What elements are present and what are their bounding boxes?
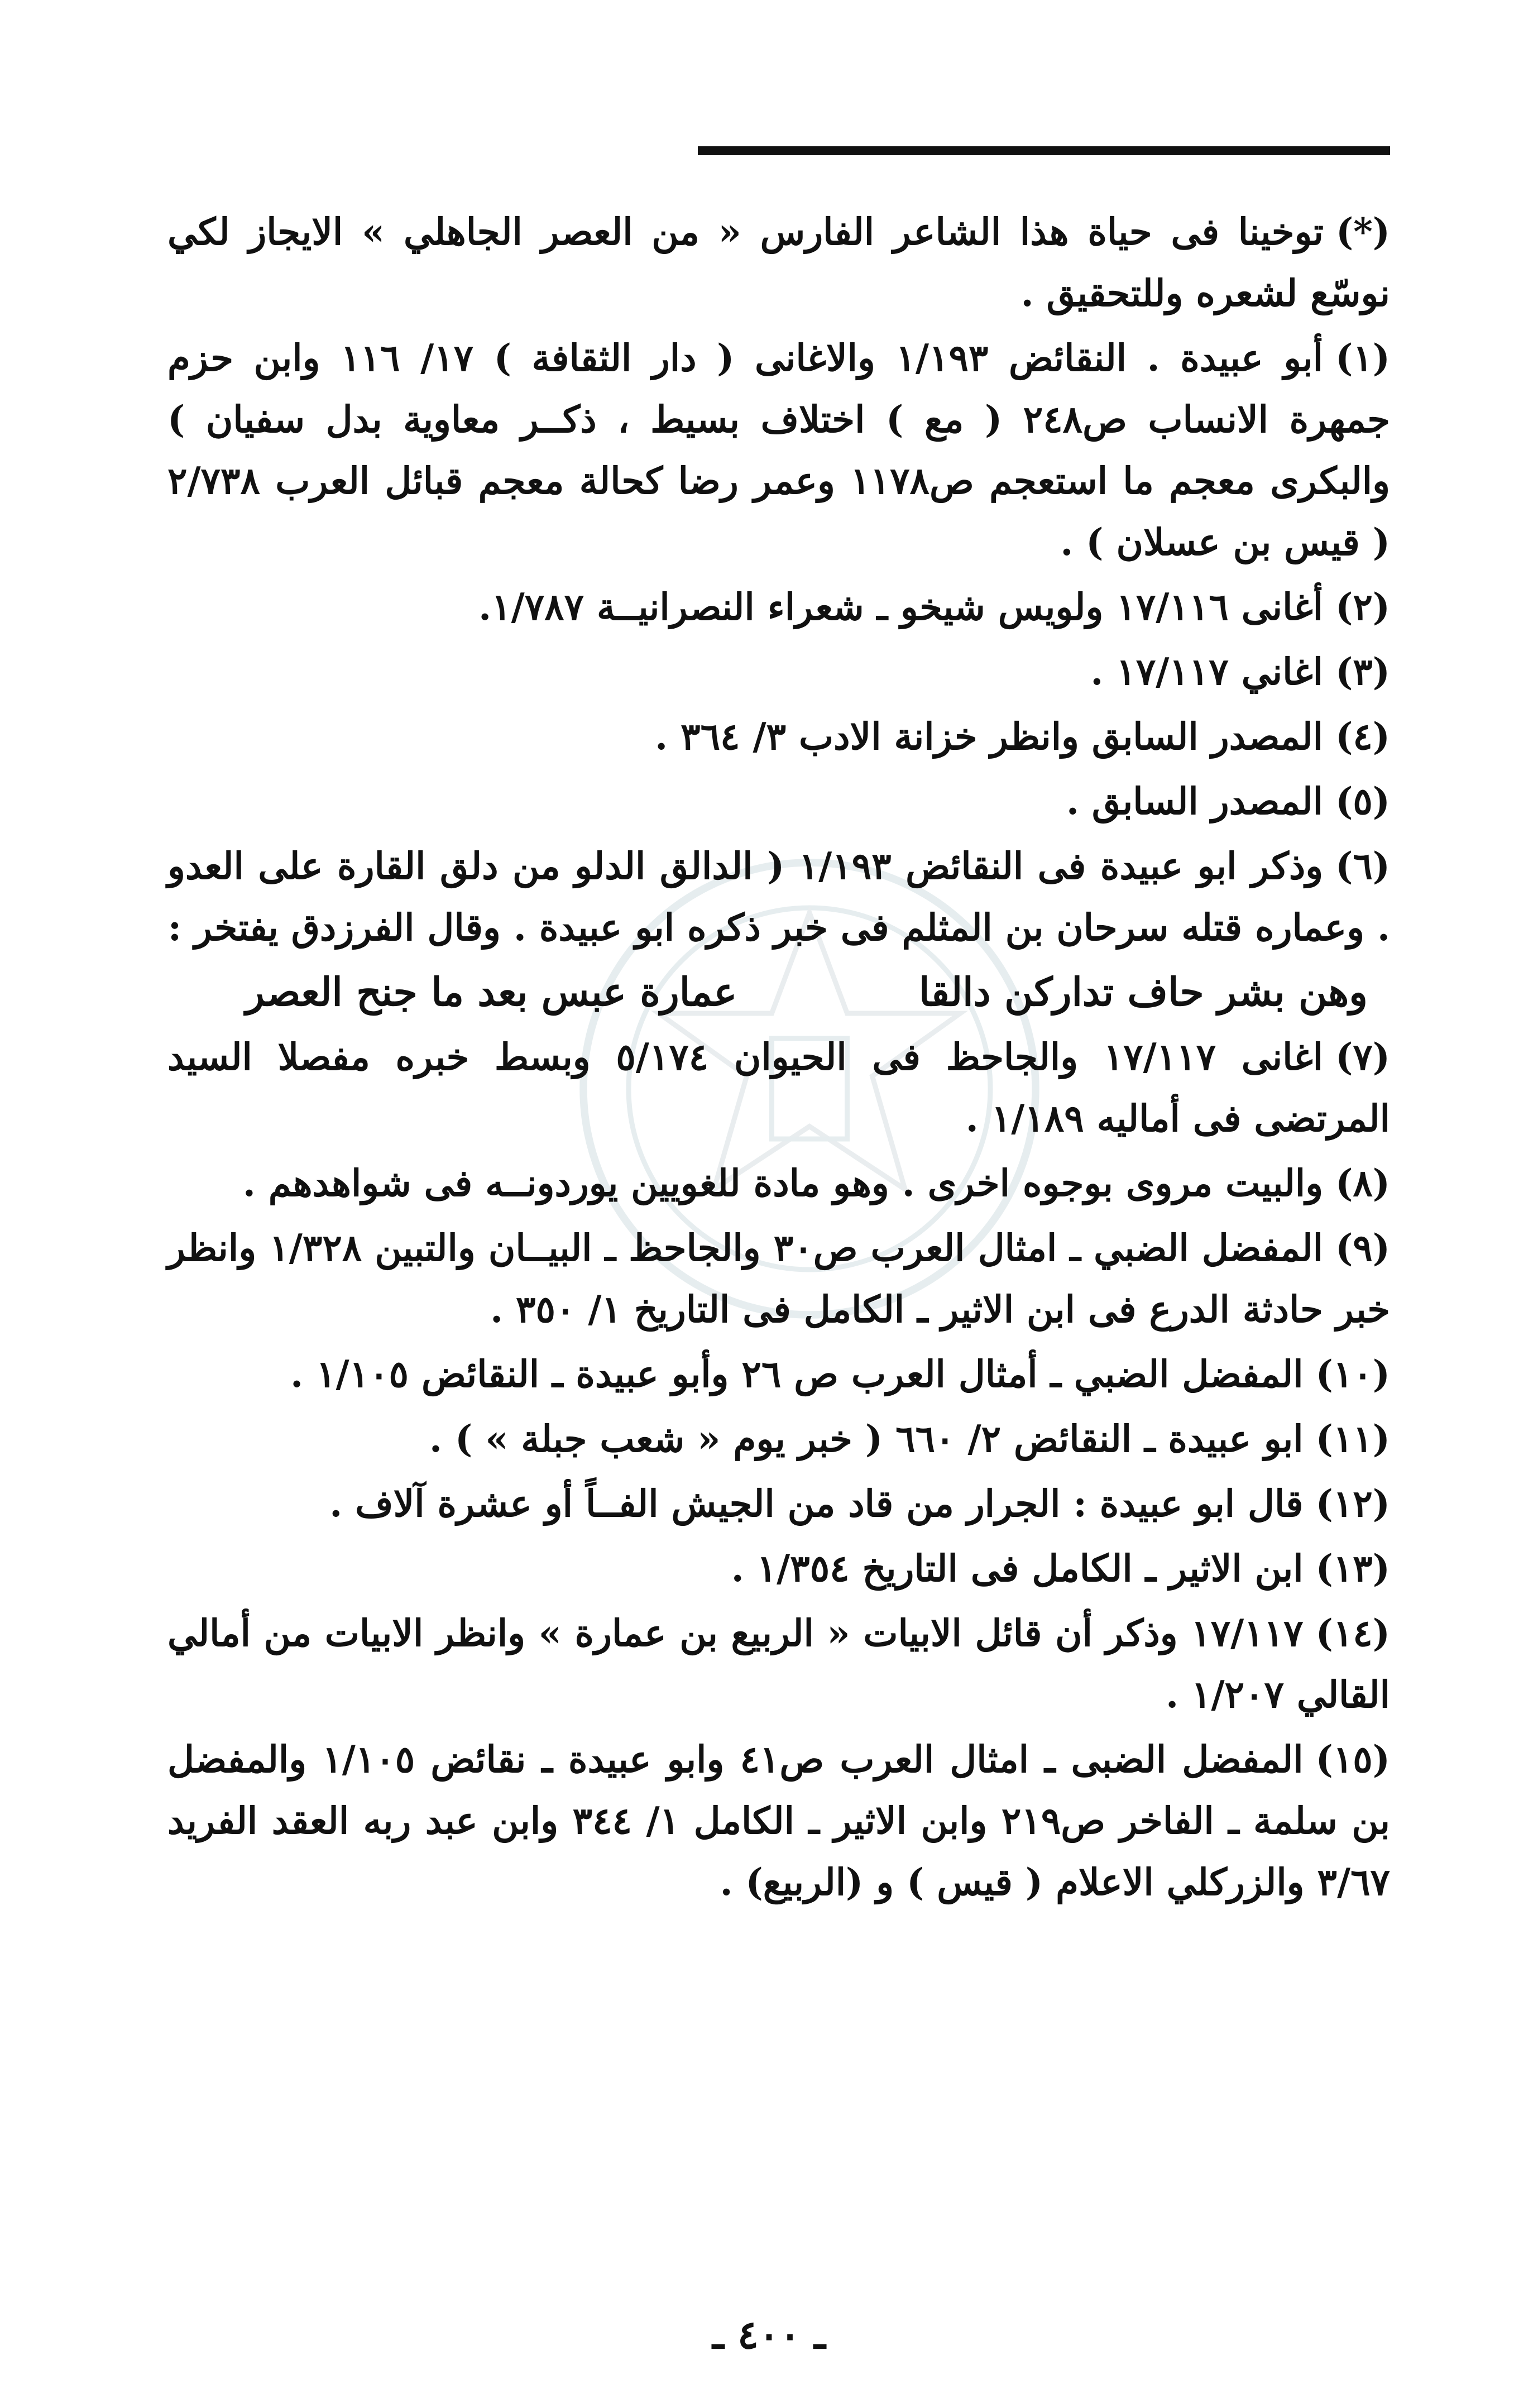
- footnote-text: ابن الاثير ـ الكامل فى التاريخ ١/٣٥٤ .: [731, 1547, 1304, 1590]
- footnote-marker: (٩): [1335, 1226, 1390, 1270]
- footnotes-body: [167, 201, 1390, 1916]
- footnote-marker: (١٢): [1315, 1482, 1390, 1525]
- footnote-marker: (٥): [1335, 779, 1390, 823]
- footnote-8: [167, 1152, 1390, 1214]
- footnote-text: المصدر السابق وانظر خزانة الادب ٣/ ٣٦٤ .: [655, 715, 1324, 758]
- footnote-3: [167, 641, 1390, 702]
- footnote-15: [167, 1729, 1390, 1913]
- footnote-text: ١٧/١١٧ وذكر أن قائل الابيات « الربيع بن عمارة » وانظر الابيات من أمالي القالي ١/٢٠٧ .: [167, 1611, 1390, 1716]
- footnote-text: ابو عبيدة ـ النقائض ٢/ ٦٦٠ ( خبر يوم « شعب جبلة » ) .: [429, 1417, 1304, 1461]
- footnote-text: أبو عبيدة . النقائض ١/١٩٣ والاغانى ( دار الثقافة ) ١٧/ ١١٦ وابن حزم جمهرة الانساب ص٢٤٨ ( مع ) اختلاف بسيط ، ذكــر معاوية بدل سفيان ) والبكرى معجم ما استعجم ص١١٧٨ وعمر رضا كحالة معجم قبائل العرب ٢/٧٣٨ ( قيس بن عسلان ) .: [167, 336, 1390, 564]
- footnote-marker: (١٠): [1315, 1352, 1390, 1396]
- poetry-verse: [167, 961, 1390, 1023]
- footnote-marker: (١٣): [1315, 1547, 1390, 1590]
- footnote-11: [167, 1408, 1390, 1469]
- footnote-2: [167, 576, 1390, 638]
- footnote-7: [167, 1026, 1390, 1149]
- footnote-10: [167, 1343, 1390, 1405]
- footnote-12: [167, 1473, 1390, 1534]
- footnote-marker: (٦): [1335, 844, 1390, 888]
- footnote-5: [167, 770, 1390, 832]
- header-rule: [698, 146, 1390, 155]
- footnote-text: أغانى ١٧/١١٦ ولويس شيخو ـ شعراء النصرانيــة ١/٧٨٧.: [478, 585, 1324, 629]
- footnote-text: المصدر السابق .: [1066, 779, 1324, 823]
- footnote-4: [167, 706, 1390, 767]
- verse-hemistich-second: عمارة عبس بعد ما جنح العصر: [246, 969, 737, 1015]
- footnote-text: المفضل الضبى ـ امثال العرب ص٤١ وابو عبيدة ـ نقائض ١/١٠٥ والمفضل بن سلمة ـ الفاخر ص٢١٩ وابن الاثير ـ الكامل ١/ ٣٤٤ وابن عبد ربه العقد الفريد ٣/٦٧ والزركلي الاعلام ( قيس ) و (الربيع) .: [167, 1737, 1390, 1904]
- footnote-marker: (*): [1336, 210, 1390, 253]
- footnote-marker: (١٥): [1315, 1737, 1390, 1781]
- footnote-text: والبيت مروى بوجوه اخرى . وهو مادة للغويين يوردونــه فى شواهدهم .: [242, 1161, 1324, 1205]
- footnote-text: اغانى ١٧/١١٧ والجاحظ فى الحيوان ٥/١٧٤ وبسط خبره مفصلا السيد المرتضى فى أماليه ١/١٨٩ .: [167, 1035, 1390, 1140]
- footnote-marker: (٧): [1335, 1035, 1390, 1079]
- footnote-marker: (١١): [1315, 1417, 1390, 1461]
- footnote-text: قال ابو عبيدة : الجرار من قاد من الجيش الفــاً أو عشرة آلاف .: [329, 1482, 1304, 1525]
- footnote-9: [167, 1217, 1390, 1340]
- footnote-marker: (٢): [1335, 585, 1390, 629]
- footnote-marker: (٤): [1335, 715, 1390, 758]
- footnote-13: [167, 1538, 1390, 1599]
- verse-hemistich-first: وهن بشر حاف تداركن دالقا: [919, 969, 1368, 1015]
- footnote-marker: (٨): [1335, 1161, 1390, 1205]
- footnote-6: [167, 835, 1390, 958]
- footnote-text: المفضل الضبي ـ امثال العرب ص٣٠ والجاحظ ـ البيــان والتبين ١/٣٢٨ وانظر خبر حادثة الدرع فى ابن الاثير ـ الكامل فى التاريخ ١/ ٣٥٠ .: [167, 1226, 1390, 1331]
- footnote-star: [167, 201, 1390, 324]
- footnote-text: اغاني ١٧/١١٧ .: [1090, 650, 1324, 693]
- footnote-marker: (١): [1335, 336, 1390, 380]
- page-number: ـ ٤٠٠ ـ: [712, 2311, 826, 2358]
- footnote-text: وذكر ابو عبيدة فى النقائض ١/١٩٣ ( الدالق الدلو من دلق القارة على العدو . وعماره قتله سرحان بن المثلم فى خبر ذكره ابو عبيدة . وقال الفرزدق يفتخر :: [167, 844, 1390, 949]
- footnote-marker: (١٤): [1315, 1611, 1390, 1655]
- footnote-14: [167, 1602, 1390, 1725]
- footnote-text: المفضل الضبي ـ أمثال العرب ص ٢٦ وأبو عبيدة ـ النقائض ١/١٠٥ .: [290, 1352, 1304, 1396]
- footnote-marker: (٣): [1335, 650, 1390, 693]
- footnote-1: [167, 327, 1390, 573]
- footnote-text: توخينا فى حياة هذا الشاعر الفارس « من العصر الجاهلي » الايجاز لكي نوسّع لشعره وللتحقيق .: [167, 210, 1390, 315]
